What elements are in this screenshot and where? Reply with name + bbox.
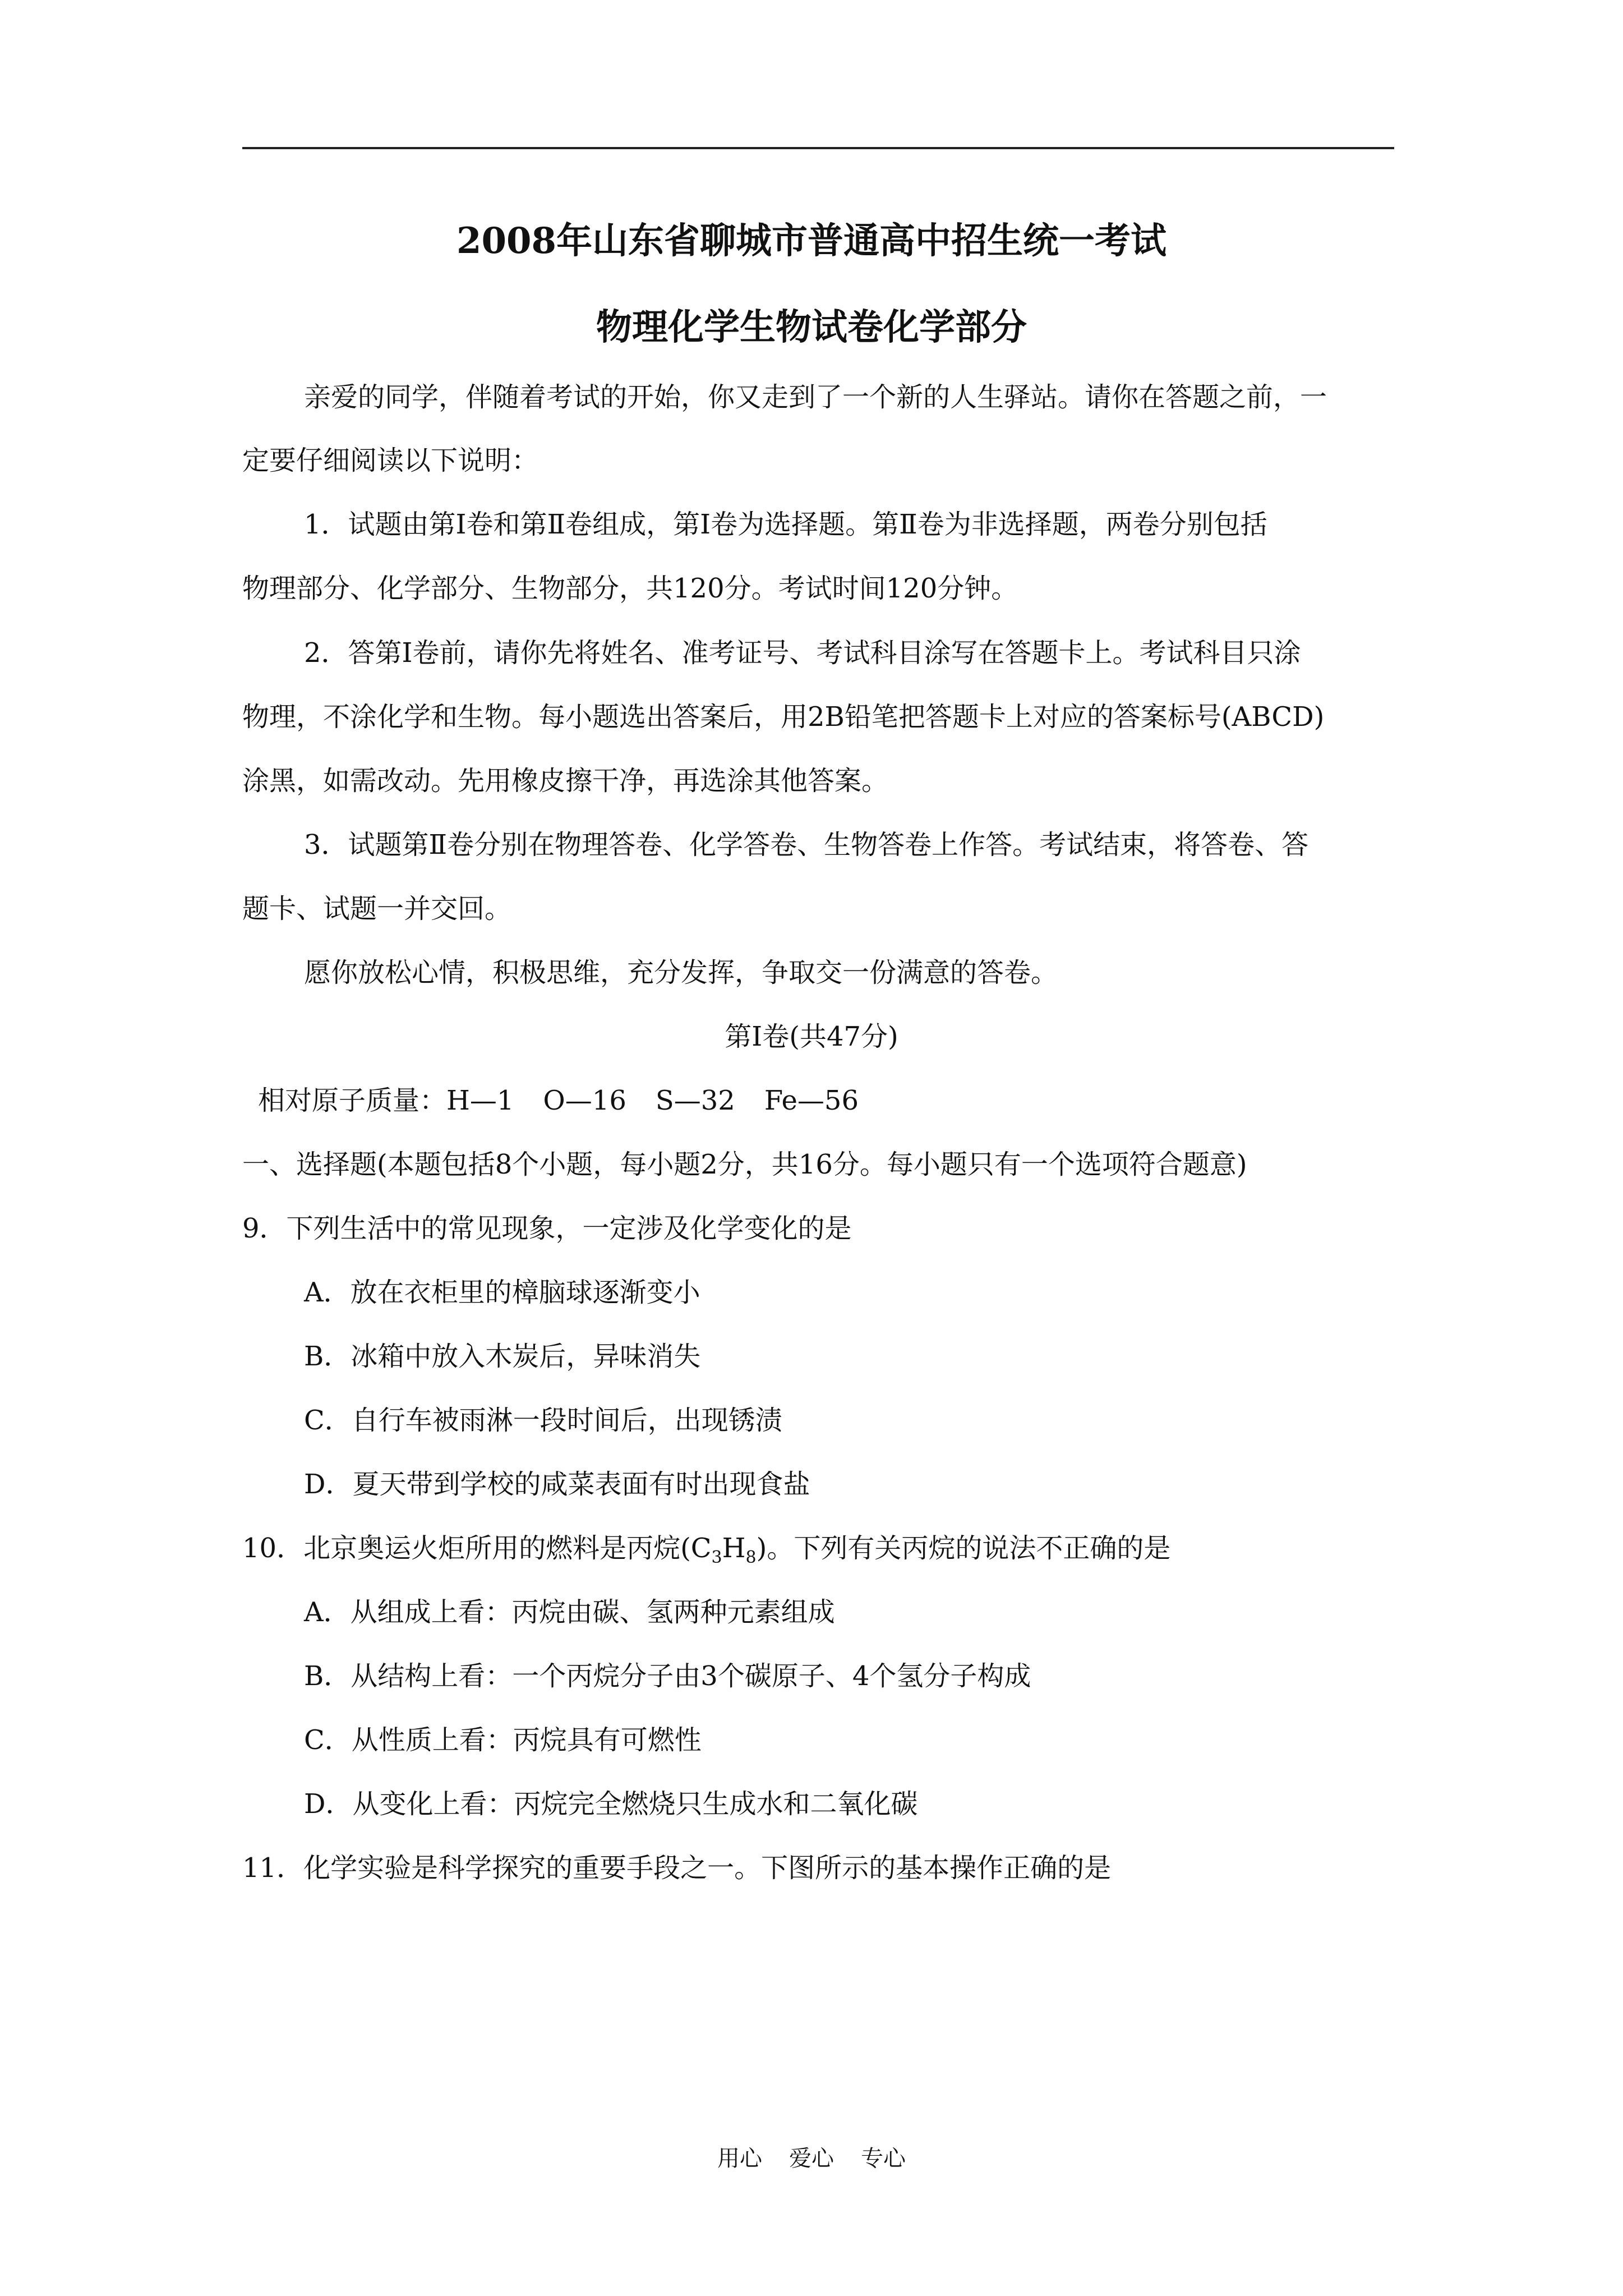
- atomic-masses-label: 相对原子质量：: [258, 1085, 447, 1116]
- instruction-1-line: 1．试题由第Ⅰ卷和第Ⅱ卷组成，第Ⅰ卷为选择题。第Ⅱ卷为非选择题，两卷分别包括: [304, 509, 1267, 540]
- page-subtitle: 物理化学生物试卷化学部分: [596, 306, 1027, 348]
- intro-line: 亲爱的同学，伴随着考试的开始，你又走到了一个新的人生驿站。请你在答题之前，一: [304, 381, 1327, 413]
- question-10-stem-end: )。下列有关丙烷的说法不正确的是: [756, 1533, 1171, 1564]
- header-rule: [242, 147, 1394, 149]
- question-10-option-a: A．从组成上看：丙烷由碳、氢两种元素组成: [304, 1596, 835, 1628]
- question-10-option-b: B．从结构上看：一个丙烷分子由3个碳原子、4个氢分子构成: [304, 1660, 1031, 1692]
- instruction-3-line: 3．试题第Ⅱ卷分别在物理答卷、化学答卷、生物答卷上作答。考试结束，将答卷、答: [304, 829, 1309, 861]
- footer-item: 用心: [717, 2146, 762, 2171]
- instruction-1-line: 物理部分、化学部分、生物部分，共120分。考试时间120分钟。: [242, 573, 1018, 604]
- footer-item: 专心: [861, 2146, 906, 2171]
- question-11-stem: 11．化学实验是科学探究的重要手段之一。下图所示的基本操作正确的是: [242, 1852, 1112, 1884]
- question-10-stem-start: 10．北京奥运火炬所用的燃料是丙烷(C: [242, 1533, 712, 1564]
- atomic-mass-h: H—1: [446, 1085, 514, 1116]
- question-9-option-d: D．夏天带到学校的咸菜表面有时出现食盐: [304, 1469, 810, 1500]
- atomic-masses: [258, 1082, 859, 1119]
- question-10-stem-mid: H: [722, 1533, 746, 1564]
- footer-item: 爱心: [789, 2146, 834, 2171]
- intro-line: 定要仔细阅读以下说明：: [242, 445, 539, 476]
- atomic-mass-o: O—16: [543, 1085, 626, 1116]
- formula-subscript: 3: [711, 1548, 722, 1567]
- part-heading: 一、选择题(本题包括8个小题，每小题2分，共16分。每小题只有一个选项符合题意): [242, 1149, 1247, 1180]
- question-9-option-b: B．冰箱中放入木炭后，异味消失: [304, 1341, 701, 1372]
- question-10-option-c: C．从性质上看：丙烷具有可燃性: [304, 1724, 702, 1756]
- instruction-2-line: 涂黑，如需改动。先用橡皮擦干净，再选涂其他答案。: [242, 765, 889, 797]
- instruction-2-line: 物理，不涂化学和生物。每小题选出答案后，用2B铅笔把答题卡上对应的答案标号(ABCD): [242, 701, 1325, 733]
- formula-subscript: 8: [745, 1548, 757, 1567]
- question-10-option-d: D．从变化上看：丙烷完全燃烧只生成水和二氧化碳: [304, 1788, 918, 1820]
- page-footer: [0, 2143, 1623, 2174]
- question-9-stem: 9．下列生活中的常见现象，一定涉及化学变化的是: [242, 1213, 852, 1244]
- atomic-mass-fe: Fe—56: [764, 1085, 859, 1116]
- question-10-stem: [242, 1530, 1170, 1567]
- atomic-mass-s: S—32: [655, 1085, 735, 1116]
- page-title: 2008年山东省聊城市普通高中招生统一考试: [456, 220, 1167, 262]
- section-heading: 第Ⅰ卷(共47分): [725, 1021, 898, 1052]
- instruction-2-line: 2．答第Ⅰ卷前，请你先将姓名、准考证号、考试科目涂写在答题卡上。考试科目只涂: [304, 637, 1301, 669]
- question-9-option-a: A．放在衣柜里的樟脑球逐渐变小: [304, 1277, 700, 1308]
- instruction-3-line: 题卡、试题一并交回。: [242, 893, 512, 924]
- question-9-option-c: C．自行车被雨淋一段时间后，出现锈渍: [304, 1405, 782, 1436]
- wish-line: 愿你放松心情，积极思维，充分发挥，争取交一份满意的答卷。: [304, 957, 1058, 988]
